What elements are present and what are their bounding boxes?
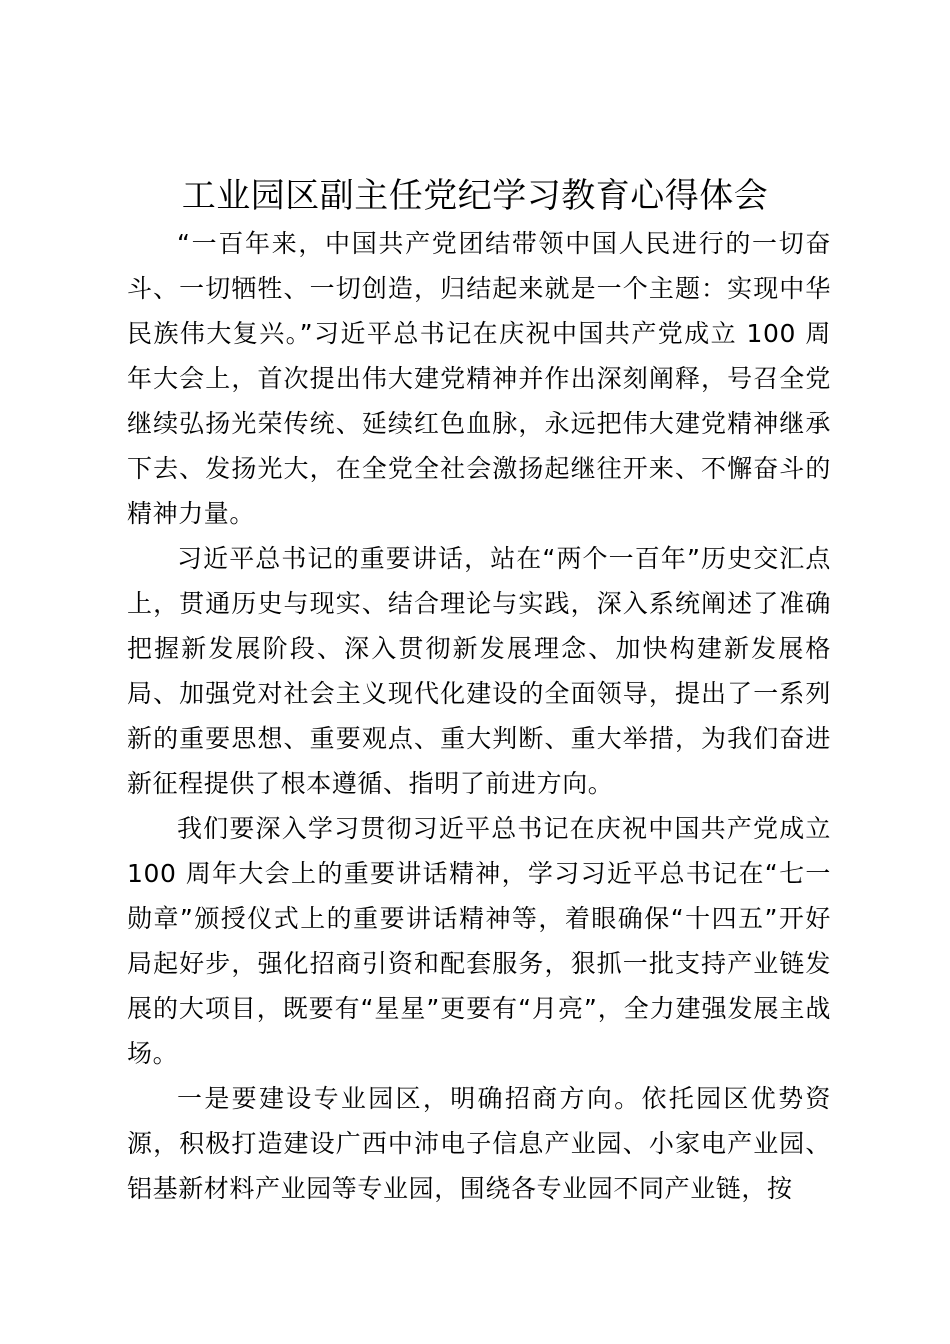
paragraph-4: 一是要建设专业园区，明确招商方向。依托园区优势资源，积极打造建设广西中沛电子信息产业园、小家电产业园、铝基新材料产业园等专业园，围绕各专业园不同产业链，按 <box>127 1084 831 1203</box>
paragraph-3: 我们要深入学习贯彻习近平总书记在庆祝中国共产党成立 100 周年大会上的重要讲话精神，学习习近平总书记在“七一勋章”颁授仪式上的重要讲话精神等，着眼确保“十四五”开好局起好步，强化招商引资和配套服务，狠抓一批支持产业链发展的大项目，既要有“星星”更要有“月亮”，全力建强发展主战场。 <box>127 814 831 1068</box>
document-body <box>127 221 831 1211</box>
document-title: 工业园区副主任党纪学习教育心得体会 <box>181 176 769 216</box>
paragraph-1: “一百年来，中国共产党团结带领中国人民进行的一切奋斗、一切牺牲、一切创造，归结起来就是一个主题：实现中华民族伟大复兴。”习近平总书记在庆祝中国共产党成立 100 周年大会上，首次提出伟大建党精神并作出深刻阐释，号召全党继续弘扬光荣传统、延续红色血脉，永远把伟大建党精神继承下去、发扬光大，在全党全社会激扬起继往开来、不懈奋斗的精神力量。 <box>127 229 831 528</box>
paragraph-2: 习近平总书记的重要讲话，站在“两个一百年”历史交汇点上，贯通历史与现实、结合理论与实践，深入系统阐述了准确把握新发展阶段、深入贯彻新发展理念、加快构建新发展格局、加强党对社会主义现代化建设的全面领导，提出了一系列新的重要思想、重要观点、重大判断、重大举措，为我们奋进新征程提供了根本遵循、指明了前进方向。 <box>127 544 831 798</box>
